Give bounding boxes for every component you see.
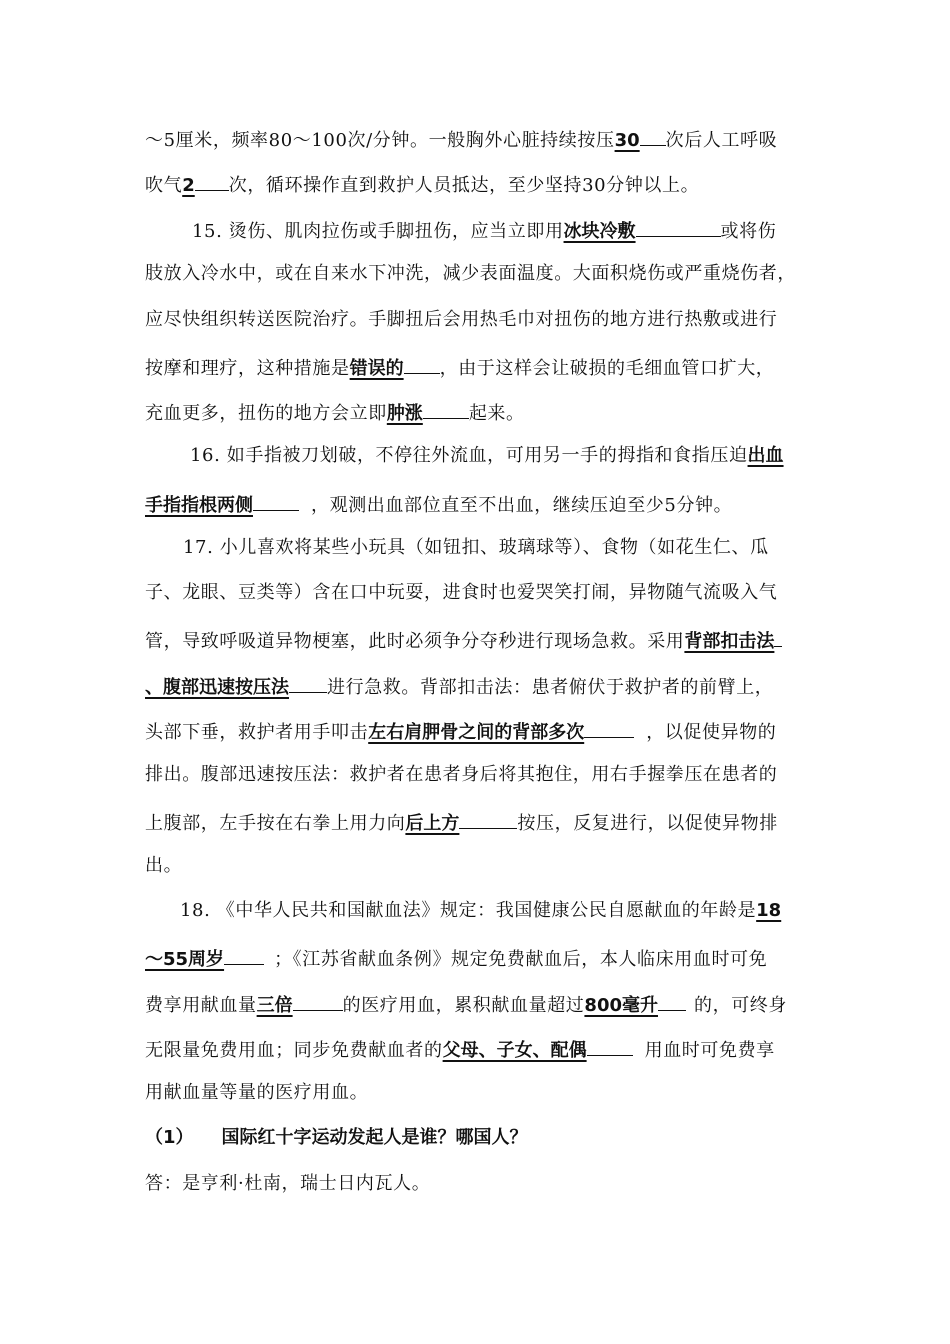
sentence-text: 的，可终身 bbox=[694, 995, 787, 1016]
sentence-text: 肢放入冷水中，或在自来水下冲洗，减少表面温度。大面积烧伤或严重烧伤者， bbox=[145, 263, 796, 284]
text-line bbox=[145, 581, 777, 605]
sentence-text: 的医疗用血，累积献血量超过 bbox=[342, 995, 585, 1016]
sentence-text: 按压，反复进行，以促使异物排 bbox=[517, 813, 778, 834]
underline-gap bbox=[293, 990, 343, 1011]
text-line bbox=[145, 308, 777, 332]
underline-gap bbox=[774, 626, 782, 647]
underline-gap bbox=[195, 170, 229, 191]
text-line bbox=[145, 763, 777, 787]
sentence-text: 进行急救。背部扣击法：患者俯伏于救护者的前臂上， bbox=[327, 677, 774, 698]
sentence-text: 排出。腹部迅速按压法：救护者在患者身后将其抱住，用右手握拳压在患者的 bbox=[145, 764, 778, 785]
answer-blank: 父母、子女、配偶 bbox=[442, 1040, 587, 1061]
question-text: 国际红十字运动发起人是谁？哪国人？ bbox=[221, 1127, 528, 1148]
question-heading bbox=[145, 1126, 528, 1150]
sentence-text: ；《江苏省献血条例》规定免费献血后，本人临床用血时可免 bbox=[274, 949, 768, 970]
sentence-text: 用献血量等量的医疗用血。 bbox=[145, 1082, 369, 1103]
sentence-text: 管，导致呼吸道异物梗塞，此时必须争分夺秒进行现场急救。采用 bbox=[145, 631, 685, 652]
underline-gap bbox=[423, 398, 469, 419]
underline-gap bbox=[253, 490, 299, 511]
text-line bbox=[145, 944, 767, 972]
text-line bbox=[145, 262, 796, 286]
answer-blank: ～55周岁 bbox=[145, 949, 225, 970]
text-line bbox=[145, 672, 773, 700]
text-line bbox=[145, 125, 777, 153]
underline-gap bbox=[587, 1035, 633, 1056]
sentence-text: 费享用献血量 bbox=[145, 995, 257, 1016]
sentence-text: 16. 如手指被刀划破，不停往外流血，可用另一手的拇指和食指压迫 bbox=[190, 445, 748, 466]
sentence-text: 头部下垂，救护者用手叩击 bbox=[145, 722, 369, 743]
text-line bbox=[192, 216, 776, 244]
answer-blank: 肿涨 bbox=[386, 403, 423, 424]
answer-line bbox=[145, 1172, 430, 1196]
sentence-text: 18. 《中华人民共和国献血法》规定：我国健康公民自愿献血的年龄是 bbox=[180, 900, 757, 921]
answer-blank: 手指指根两侧 bbox=[145, 495, 253, 516]
sentence-text: 按摩和理疗，这种措施是 bbox=[145, 358, 350, 379]
underline-gap bbox=[636, 216, 721, 237]
answer-blank: 18 bbox=[756, 900, 782, 921]
sentence-text: 出。 bbox=[145, 855, 183, 876]
answer-text: 答：是亨利·杜南，瑞士日内瓦人。 bbox=[145, 1173, 431, 1194]
text-line bbox=[145, 990, 787, 1018]
text-line bbox=[145, 398, 525, 426]
sentence-text: 或将伤 bbox=[720, 221, 777, 242]
answer-blank: 背部扣击法 bbox=[684, 631, 775, 652]
answer-blank: 三倍 bbox=[256, 995, 293, 1016]
answer-blank: 左右肩胛骨之间的背部多次 bbox=[368, 722, 585, 743]
sentence-text: ，由于这样会让破损的毛细血管口扩大， bbox=[439, 358, 775, 379]
sentence-text: 17. 小儿喜欢将某些小玩具（如钮扣、玻璃球等）、食物（如花生仁、瓜 bbox=[183, 537, 769, 558]
answer-blank: 800毫升 bbox=[584, 995, 658, 1016]
underline-gap bbox=[584, 717, 634, 738]
sentence-text: 15. 烫伤、肌肉拉伤或手脚扭伤，应当立即用 bbox=[192, 221, 564, 242]
sentence-text: 吹气 bbox=[145, 175, 183, 196]
underline-gap bbox=[658, 990, 686, 1011]
underline-gap bbox=[404, 353, 440, 374]
sentence-text: 应尽快组织转送医院治疗。手脚扭后会用热毛巾对扭伤的地方进行热敷或进行 bbox=[145, 309, 778, 330]
underline-gap bbox=[640, 125, 666, 146]
question-number: （1） bbox=[145, 1127, 194, 1148]
text-line bbox=[145, 717, 776, 745]
text-line bbox=[145, 626, 782, 654]
text-line bbox=[145, 353, 774, 381]
underline-gap bbox=[289, 672, 327, 693]
answer-blank: 出血 bbox=[747, 445, 784, 466]
sentence-text: 起来。 bbox=[468, 403, 525, 424]
underline-gap bbox=[459, 808, 517, 829]
sentence-text: ，观测出血部位直至不出血，继续压迫至少5分钟。 bbox=[311, 495, 733, 516]
text-line bbox=[145, 490, 732, 518]
underline-gap bbox=[224, 944, 264, 965]
answer-blank: 30 bbox=[614, 130, 640, 151]
text-line bbox=[145, 854, 182, 878]
text-line bbox=[145, 808, 778, 836]
text-line bbox=[145, 1081, 368, 1105]
sentence-text: ，以促使异物的 bbox=[646, 722, 777, 743]
sentence-text: 子、龙眼、豆类等）含在口中玩耍，进食时也爱哭笑打闹，异物随气流吸入气 bbox=[145, 582, 778, 603]
answer-blank: 、腹部迅速按压法 bbox=[145, 677, 289, 698]
sentence-text: 用血时可免费享 bbox=[644, 1040, 775, 1061]
text-line bbox=[145, 1035, 775, 1063]
text-line bbox=[190, 444, 784, 468]
sentence-text: 无限量免费用血；同步免费献血者的 bbox=[145, 1040, 443, 1061]
sentence-text: 上腹部，左手按在右拳上用力向 bbox=[145, 813, 406, 834]
text-line bbox=[183, 536, 769, 560]
answer-blank: 错误的 bbox=[349, 358, 404, 379]
sentence-text: 次，循环操作直到救护人员抵达，至少坚持30分钟以上。 bbox=[228, 175, 700, 196]
sentence-text: 次后人工呼吸 bbox=[665, 130, 778, 151]
text-line bbox=[145, 170, 699, 198]
answer-blank: 冰块冷敷 bbox=[563, 221, 636, 242]
answer-blank: 2 bbox=[182, 175, 195, 196]
sentence-text: ～5厘米，频率80～100次/分钟。一般胸外心脏持续按压 bbox=[145, 130, 615, 151]
sentence-text: 充血更多，扭伤的地方会立即 bbox=[145, 403, 387, 424]
answer-blank: 后上方 bbox=[405, 813, 460, 834]
text-line bbox=[180, 899, 781, 923]
